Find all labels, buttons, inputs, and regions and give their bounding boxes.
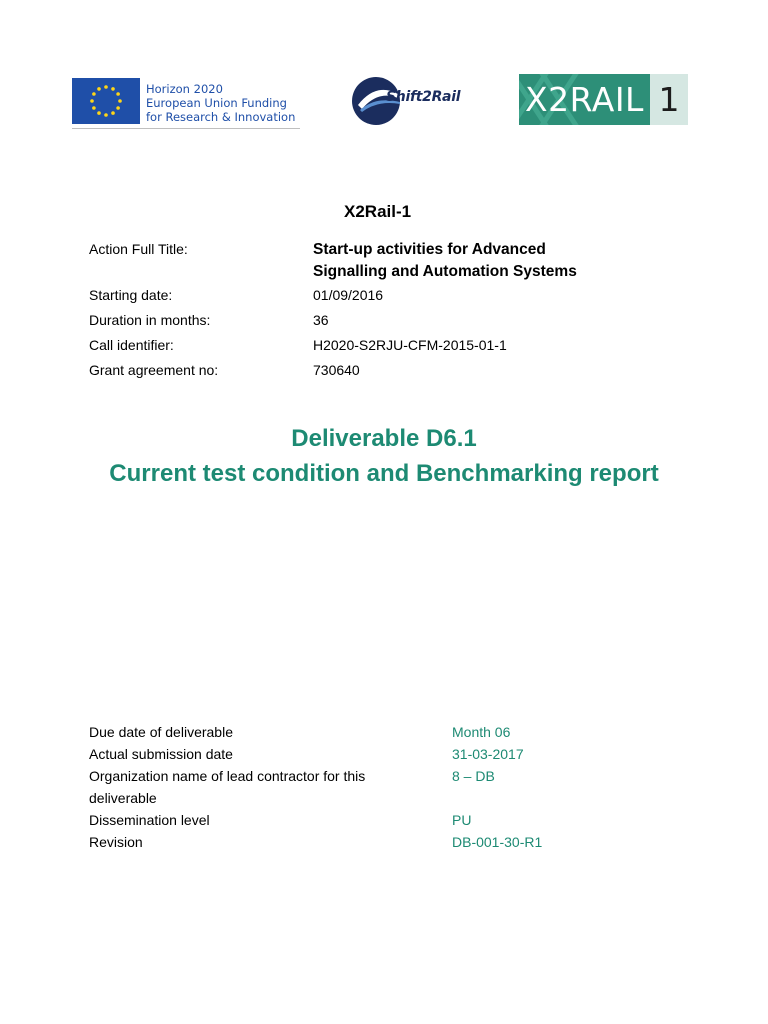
info-row-grant-agreement — [89, 360, 689, 385]
horizon-2020-text — [146, 82, 295, 124]
eu-line-2: European Union Funding — [146, 96, 287, 110]
eu-line-1: Horizon 2020 — [146, 82, 223, 96]
action-title-line-1: Start-up activities for Advanced — [313, 241, 546, 258]
detail-label: Organization name of lead contractor for this deliverable — [89, 768, 366, 806]
action-title-line-2: Signalling and Automation Systems — [313, 263, 577, 280]
info-row-action-title — [89, 239, 689, 285]
deliverable-title: Current test condition and Benchmarking report — [109, 460, 659, 487]
detail-row-lead-contractor — [89, 765, 689, 809]
detail-label: Actual submission date — [89, 746, 233, 762]
grant-agreement-value: 730640 — [313, 362, 360, 378]
shift2rail-logo — [348, 74, 472, 128]
detail-row-due-date — [89, 721, 689, 743]
x2rail-logo — [519, 74, 688, 125]
info-label: Starting date: — [89, 287, 173, 303]
detail-label: Revision — [89, 834, 143, 850]
lead-contractor-value: 8 – DB — [452, 768, 495, 784]
detail-row-dissemination — [89, 809, 689, 831]
eu-logo-divider — [72, 128, 300, 129]
detail-row-submission-date — [89, 743, 689, 765]
revision-value: DB-001-30-R1 — [452, 834, 543, 850]
action-full-title — [313, 239, 577, 283]
eu-flag-icon — [72, 78, 140, 124]
dissemination-value: PU — [452, 812, 472, 828]
info-label: Grant agreement no: — [89, 362, 219, 378]
shift2rail-text: Shift2Rail — [386, 89, 461, 105]
eu-line-3: for Research & Innovation — [146, 110, 296, 124]
info-row-duration — [89, 310, 689, 335]
detail-row-revision — [89, 831, 689, 853]
x2rail-number: 1 — [650, 74, 688, 125]
deliverable-details — [89, 721, 689, 853]
horizon-2020-logo — [72, 74, 300, 128]
info-row-call-identifier — [89, 335, 689, 360]
logo-bar — [72, 72, 692, 132]
submission-date-value: 31-03-2017 — [452, 746, 524, 762]
starting-date-value: 01/09/2016 — [313, 287, 384, 303]
info-label: Duration in months: — [89, 312, 211, 328]
project-info-table — [89, 239, 689, 385]
x2rail-text: X2RAIL — [525, 80, 644, 119]
duration-value: 36 — [313, 312, 329, 328]
info-label: Call identifier: — [89, 337, 174, 353]
due-date-value: Month 06 — [452, 724, 511, 740]
detail-label: Dissemination level — [89, 812, 210, 828]
project-name: X2Rail-1 — [344, 202, 412, 221]
info-label: Action Full Title: — [89, 241, 188, 257]
x2rail-logo-main — [519, 74, 650, 125]
info-row-starting-date — [89, 285, 689, 310]
detail-label: Due date of deliverable — [89, 724, 233, 740]
deliverable-number: Deliverable D6.1 — [291, 425, 477, 452]
call-identifier-value: H2020-S2RJU-CFM-2015-01-1 — [313, 337, 507, 353]
